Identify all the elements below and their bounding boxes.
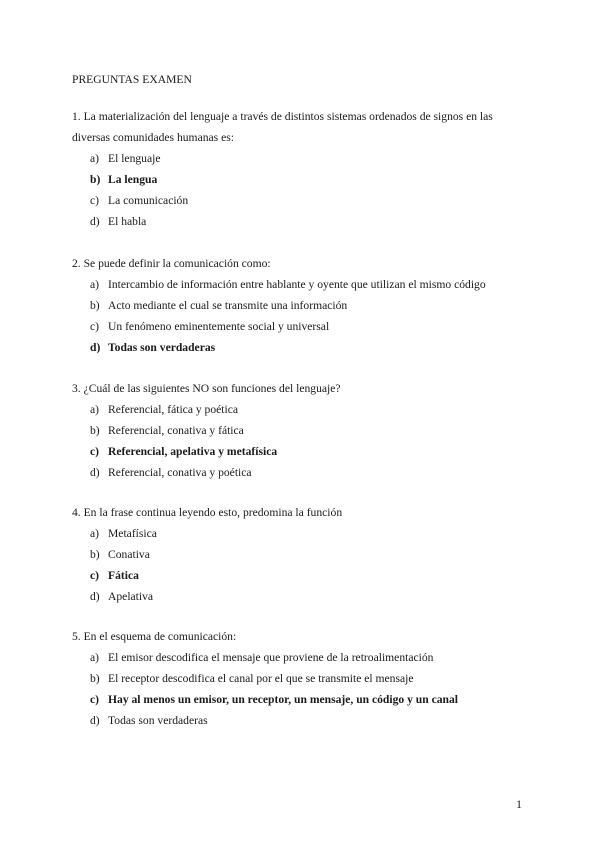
option-text: La lengua [108, 173, 158, 186]
option-letter: d) [90, 466, 100, 479]
option-letter: b) [90, 424, 100, 437]
question-5 [72, 626, 522, 731]
option-text: Un fenómeno eminentemente social y universal [108, 320, 330, 333]
option-text: Todas son verdaderas [108, 341, 216, 354]
option-text: Fática [108, 569, 139, 582]
option-letter: c) [90, 445, 100, 458]
option-letter: a) [90, 403, 100, 416]
document-title: PREGUNTAS EXAMEN [72, 73, 192, 86]
option-letter: c) [90, 569, 100, 582]
option-4b [72, 544, 522, 565]
option-text: El habla [108, 215, 147, 228]
option-text: Metafísica [108, 527, 157, 540]
option-letter: a) [90, 651, 100, 664]
option-letter: a) [90, 152, 100, 165]
option-letter: c) [90, 320, 100, 333]
option-text: El lenguaje [108, 152, 161, 165]
question-1 [72, 106, 522, 232]
option-text: Referencial, conativa y poética [108, 466, 252, 479]
option-1a [72, 148, 522, 169]
option-1b-correct [72, 169, 522, 190]
option-letter: c) [90, 693, 100, 706]
option-3b [72, 420, 522, 441]
option-letter: d) [90, 590, 100, 603]
option-1d [72, 211, 522, 232]
option-2c [72, 316, 522, 337]
option-3c-correct [72, 441, 522, 462]
question-3 [72, 378, 522, 483]
option-letter: b) [90, 548, 100, 561]
option-5c-correct [72, 689, 522, 710]
page-number: 1 [516, 797, 522, 811]
option-1c [72, 190, 522, 211]
option-5d [72, 710, 522, 731]
option-4a [72, 523, 522, 544]
option-5a [72, 647, 522, 668]
option-4d [72, 586, 522, 607]
option-text: La comunicación [108, 194, 189, 207]
option-letter: d) [90, 714, 100, 727]
question-4 [72, 502, 522, 607]
option-text: Referencial, fática y poética [108, 403, 239, 416]
option-2b [72, 295, 522, 316]
option-text: Apelativa [108, 590, 154, 603]
question-2 [72, 253, 522, 358]
option-5b [72, 668, 522, 689]
option-letter: a) [90, 527, 100, 540]
option-3a [72, 399, 522, 420]
option-text: Intercambio de información entre hablante y oyente que utilizan el mismo código [108, 278, 486, 291]
question-text: 2. Se puede definir la comunicación como: [72, 257, 271, 270]
question-text: 4. En la frase continua leyendo esto, predomina la función [72, 506, 343, 519]
option-3d [72, 462, 522, 483]
question-text: 1. La materialización del lenguaje a través de distintos sistemas ordenados de signos en las diversas comunidades humanas es: [72, 110, 493, 144]
option-text: El receptor descodifica el canal por el que se transmite el mensaje [108, 672, 414, 685]
option-letter: b) [90, 299, 100, 312]
option-letter: c) [90, 194, 100, 207]
option-2a [72, 274, 522, 295]
option-letter: b) [90, 672, 100, 685]
option-letter: d) [90, 215, 100, 228]
option-4c-correct [72, 565, 522, 586]
option-text: Hay al menos un emisor, un receptor, un mensaje, un código y un canal [108, 693, 458, 706]
option-2d-correct [72, 337, 522, 358]
option-letter: a) [90, 278, 100, 291]
option-text: Conativa [108, 548, 150, 561]
question-text: 3. ¿Cuál de las siguientes NO son funciones del lenguaje? [72, 382, 341, 395]
question-text: 5. En el esquema de comunicación: [72, 630, 237, 643]
option-text: El emisor descodifica el mensaje que proviene de la retroalimentación [108, 651, 434, 664]
option-text: Referencial, apelativa y metafísica [108, 445, 278, 458]
option-letter: d) [90, 341, 101, 354]
option-text: Acto mediante el cual se transmite una información [108, 299, 348, 312]
option-letter: b) [90, 173, 101, 186]
option-text: Referencial, conativa y fática [108, 424, 244, 437]
option-text: Todas son verdaderas [108, 714, 208, 727]
